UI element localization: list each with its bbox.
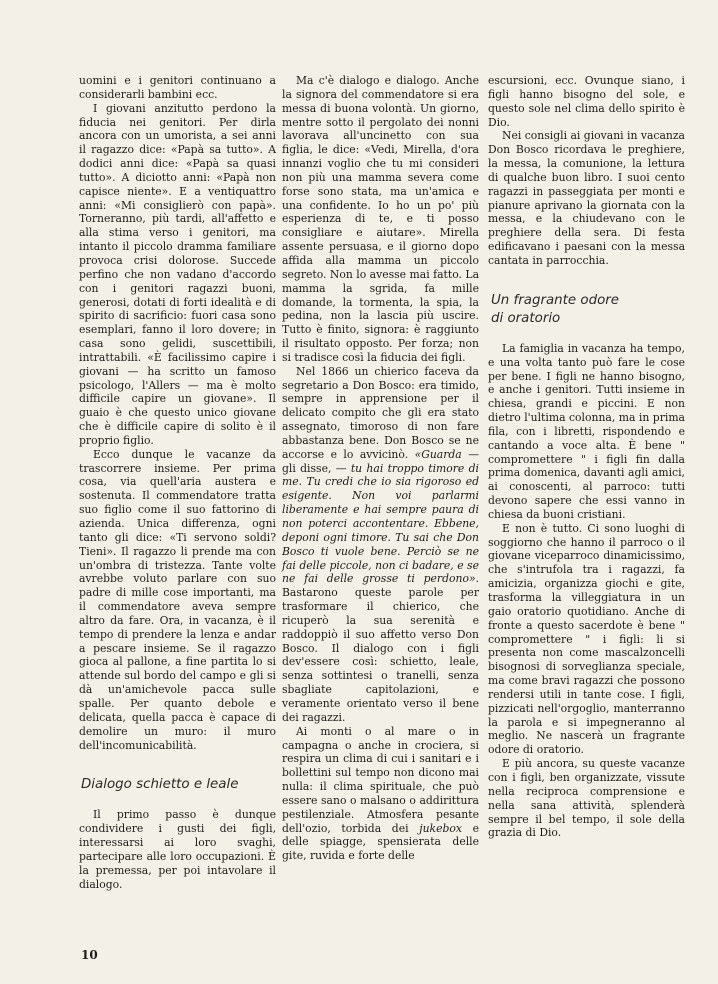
paragraph: Il primo passo è dunque condividere i gusti dei figli, interessarsi ai loro svaghi, partecipare alle loro occupazioni. È la premessa, per poi intavolare il dialogo. (79, 808, 276, 891)
paragraph: escursioni, ecc. Ovunque siano, i figli hanno bisogno del sole, e questo sole nel clima dello spirito è Dio. (488, 74, 685, 129)
quote-opening: «Guarda (414, 447, 462, 461)
section-heading-dialogo: Dialogo schietto e leale (81, 777, 239, 793)
paragraph: I giovani anzitutto perdono la fiducia nei genitori. Per dirla ancora con un umorista, a sei anni il ragazzo dice: «Papà sa tutto». A dodici anni dice: «Papà sa quasi tutto». A diciotto anni: «Papà non capisce niente». E a ventiquattro anni: «Mi consiglierò con papà». Torneranno, più tardi, all'affetto e alla stima verso i genitori, ma intanto il piccolo dramma familiare provoca crisi dolorose. Succede perfino che non vadano d'accordo con i genitori ragazzi buoni, generosi, dotati di forti idealità e di spirito di sacrificio: fuori casa sono esemplari, fanno il loro dovere; in casa sono gelidi, suscettibili, intrattabili. «È facilissimo capire i giovani — ha scritto un famoso psicologo, l'Allers — ma è molto difficile capire un giovane». Il guaio è che questo unico giovane che è difficile capire di solito è il proprio figlio. (79, 101, 276, 447)
text-column-right (488, 74, 685, 840)
paragraph-text: Ai monti o al mare o in campagna o anche in crociera, si respira un clima di cui i sanitari e i bollettini sul tempo non dicono mai nulla: il clima spirituale, che può essere sano o malsano o addirittura pestilenziale. Atmosfera pesante dell'ozio, torbida dei (282, 724, 479, 835)
paragraph-text: Nel 1866 un chierico faceva da segretario a Don Bosco: era timido, sempre in apprensione per il delicato compito che gli era stato assegnato, timoroso di non fare abbastanza bene. Don Bosco se ne accorse e lo avvicinò. (282, 364, 479, 461)
paragraph-text: Bastarono queste parole per trasformare il chierico, che ricuperò la sua serenità e raddoppiò il suo affetto verso Don Bosco. Il dialogo con i figli dev'essere così: schietto, leale, senza sottintesi o tranelli, senza sbagliate capitolazioni, e veramente orientato verso il bene dei ragazzi. (282, 586, 479, 724)
paragraph: E più ancora, su queste vacanze con i figli, ben organizzate, vissute nella reciproca comprensione e nella sana attività, splenderà sempre il bel tempo, il sole della grazia di Dio. (488, 757, 685, 840)
paragraph: uomini e i genitori continuano a considerarli bambini ecc. (79, 74, 276, 101)
paragraph: Ecco dunque le vacanze da trascorrere insieme. Per prima cosa, via quell'aria austera e sostenuta. Il commendatore tratta suo figlio come il suo fattorino di azienda. Unica differenza, ogni tanto gli dice: «Ti servono soldi? Tieni». Il ragazzo li prende ma con un'ombra di tristezza. Tante volte avrebbe voluto parlare con suo padre di mille cose importanti, ma il commendatore aveva sempre altro da fare. Ora, in vacanza, è il tempo di prendere la lenza e andar a pescare insieme. Se il ragazzo gioca al pallone, a fine partita lo si attende sul bordo del campo e gli si dà un'amichevole pacca sulle spalle. Per quanto debole e delicata, quella pacca è capace di demolire un muro: il muro dell'incomunicabilità. (79, 447, 276, 752)
paragraph (282, 365, 479, 725)
text-column-left (79, 74, 276, 891)
paragraph: Ma c'è dialogo e dialogo. Anche la signora del commendatore si era messa di buona volontà. Un giorno, mentre sotto il pergolato dei nonni lavorava all'uncinetto con sua figlia, le dice: «Vedi, Mirella, d'ora innanzi voglio che tu mi consideri non più una mamma severa come forse sono stata, ma un'amica e una confidente. Io ho un po' più esperienza di te, e ti posso consigliare e aiutare». Mirella assente persuasa, e il giorno dopo affida alla mamma un piccolo segreto. Non lo avesse mai fatto. La mamma la sgrida, fa mille domande, la tormenta, la spia, la pedina, non la lascia più uscire. Tutto è finito, signora: è raggiunto il risultato opposto. Per forza; non si tradisce così la fiducia dei figli. (282, 74, 479, 364)
paragraph-text: e delle spiagge, spensierata delle gite, ruvida e forte delle (282, 821, 480, 863)
italic-term: jukebox (419, 821, 462, 835)
heading-line: Un fragrante odore (491, 292, 620, 308)
paragraph: Nei consigli ai giovani in vacanza Don Bosco ricordava le preghiere, la messa, la comunione, la lettura di qualche buon libro. I suoi cento ragazzi in passeggiata per monti e pianure aprivano la giornata con la messa, e la chiudevano con le preghiere della sera. Di festa edificavano i paesani con la messa cantata in parrocchia. (488, 129, 685, 267)
paragraph: E non è tutto. Ci sono luoghi di soggiorno che hanno il parroco o il giovane viceparroco dinamicissimo, che s'intrufola tra i ragazzi, fa amicizia, organizza giochi e gite, trasforma la villeggiatura in un gaio oratorio quotidiano. Anche di fronte a questo sacerdote è bene " compromettere " i figli: li si presenta non come mascalzoncelli bisognosi di sorveglianza speciale, ma come bravi ragazzi che possono rendersi utili in tante cose. I figli, pizzicati nell'orgoglio, manterranno la parola e si impegneranno al meglio. Ne nascerà un fragrante odore di oratorio. (488, 521, 685, 757)
quote-text: tu hai troppo timore di me. Tu credi che io sia rigoroso ed esigente. Non voi parlarmi liberamente e hai sempre paura di non poterci accontentare. Ebbene, deponi ogni timore. Tu sai che Don Bosco ti vuole bene. Perciò se ne fai delle piccole, non ci badare, e se ne fai delle grosse ti perdono». (282, 461, 479, 586)
paragraph: La famiglia in vacanza ha tempo, e una volta tanto può fare le cose per bene. I figli ne hanno bisogno, e anche i genitori. Tutti insieme in chiesa, grandi e piccini. E non dietro l'ultima colonna, ma in prima fila, con i libretti, rispondendo e cantando a voce alta. È bene " compromettere " i figli fin dalla prima domenica, davanti agli amici, ai conoscenti, al parroco: tutti devono sapere che essi vanno in chiesa da buoni cristiani. (488, 341, 685, 521)
heading-line: di oratorio (491, 310, 561, 326)
section-heading-fragrante (491, 292, 685, 328)
quote-attribution: — gli disse, — (282, 447, 479, 475)
text-column-middle (282, 74, 479, 863)
paragraph (282, 725, 479, 863)
page-number: 10 (81, 948, 98, 962)
